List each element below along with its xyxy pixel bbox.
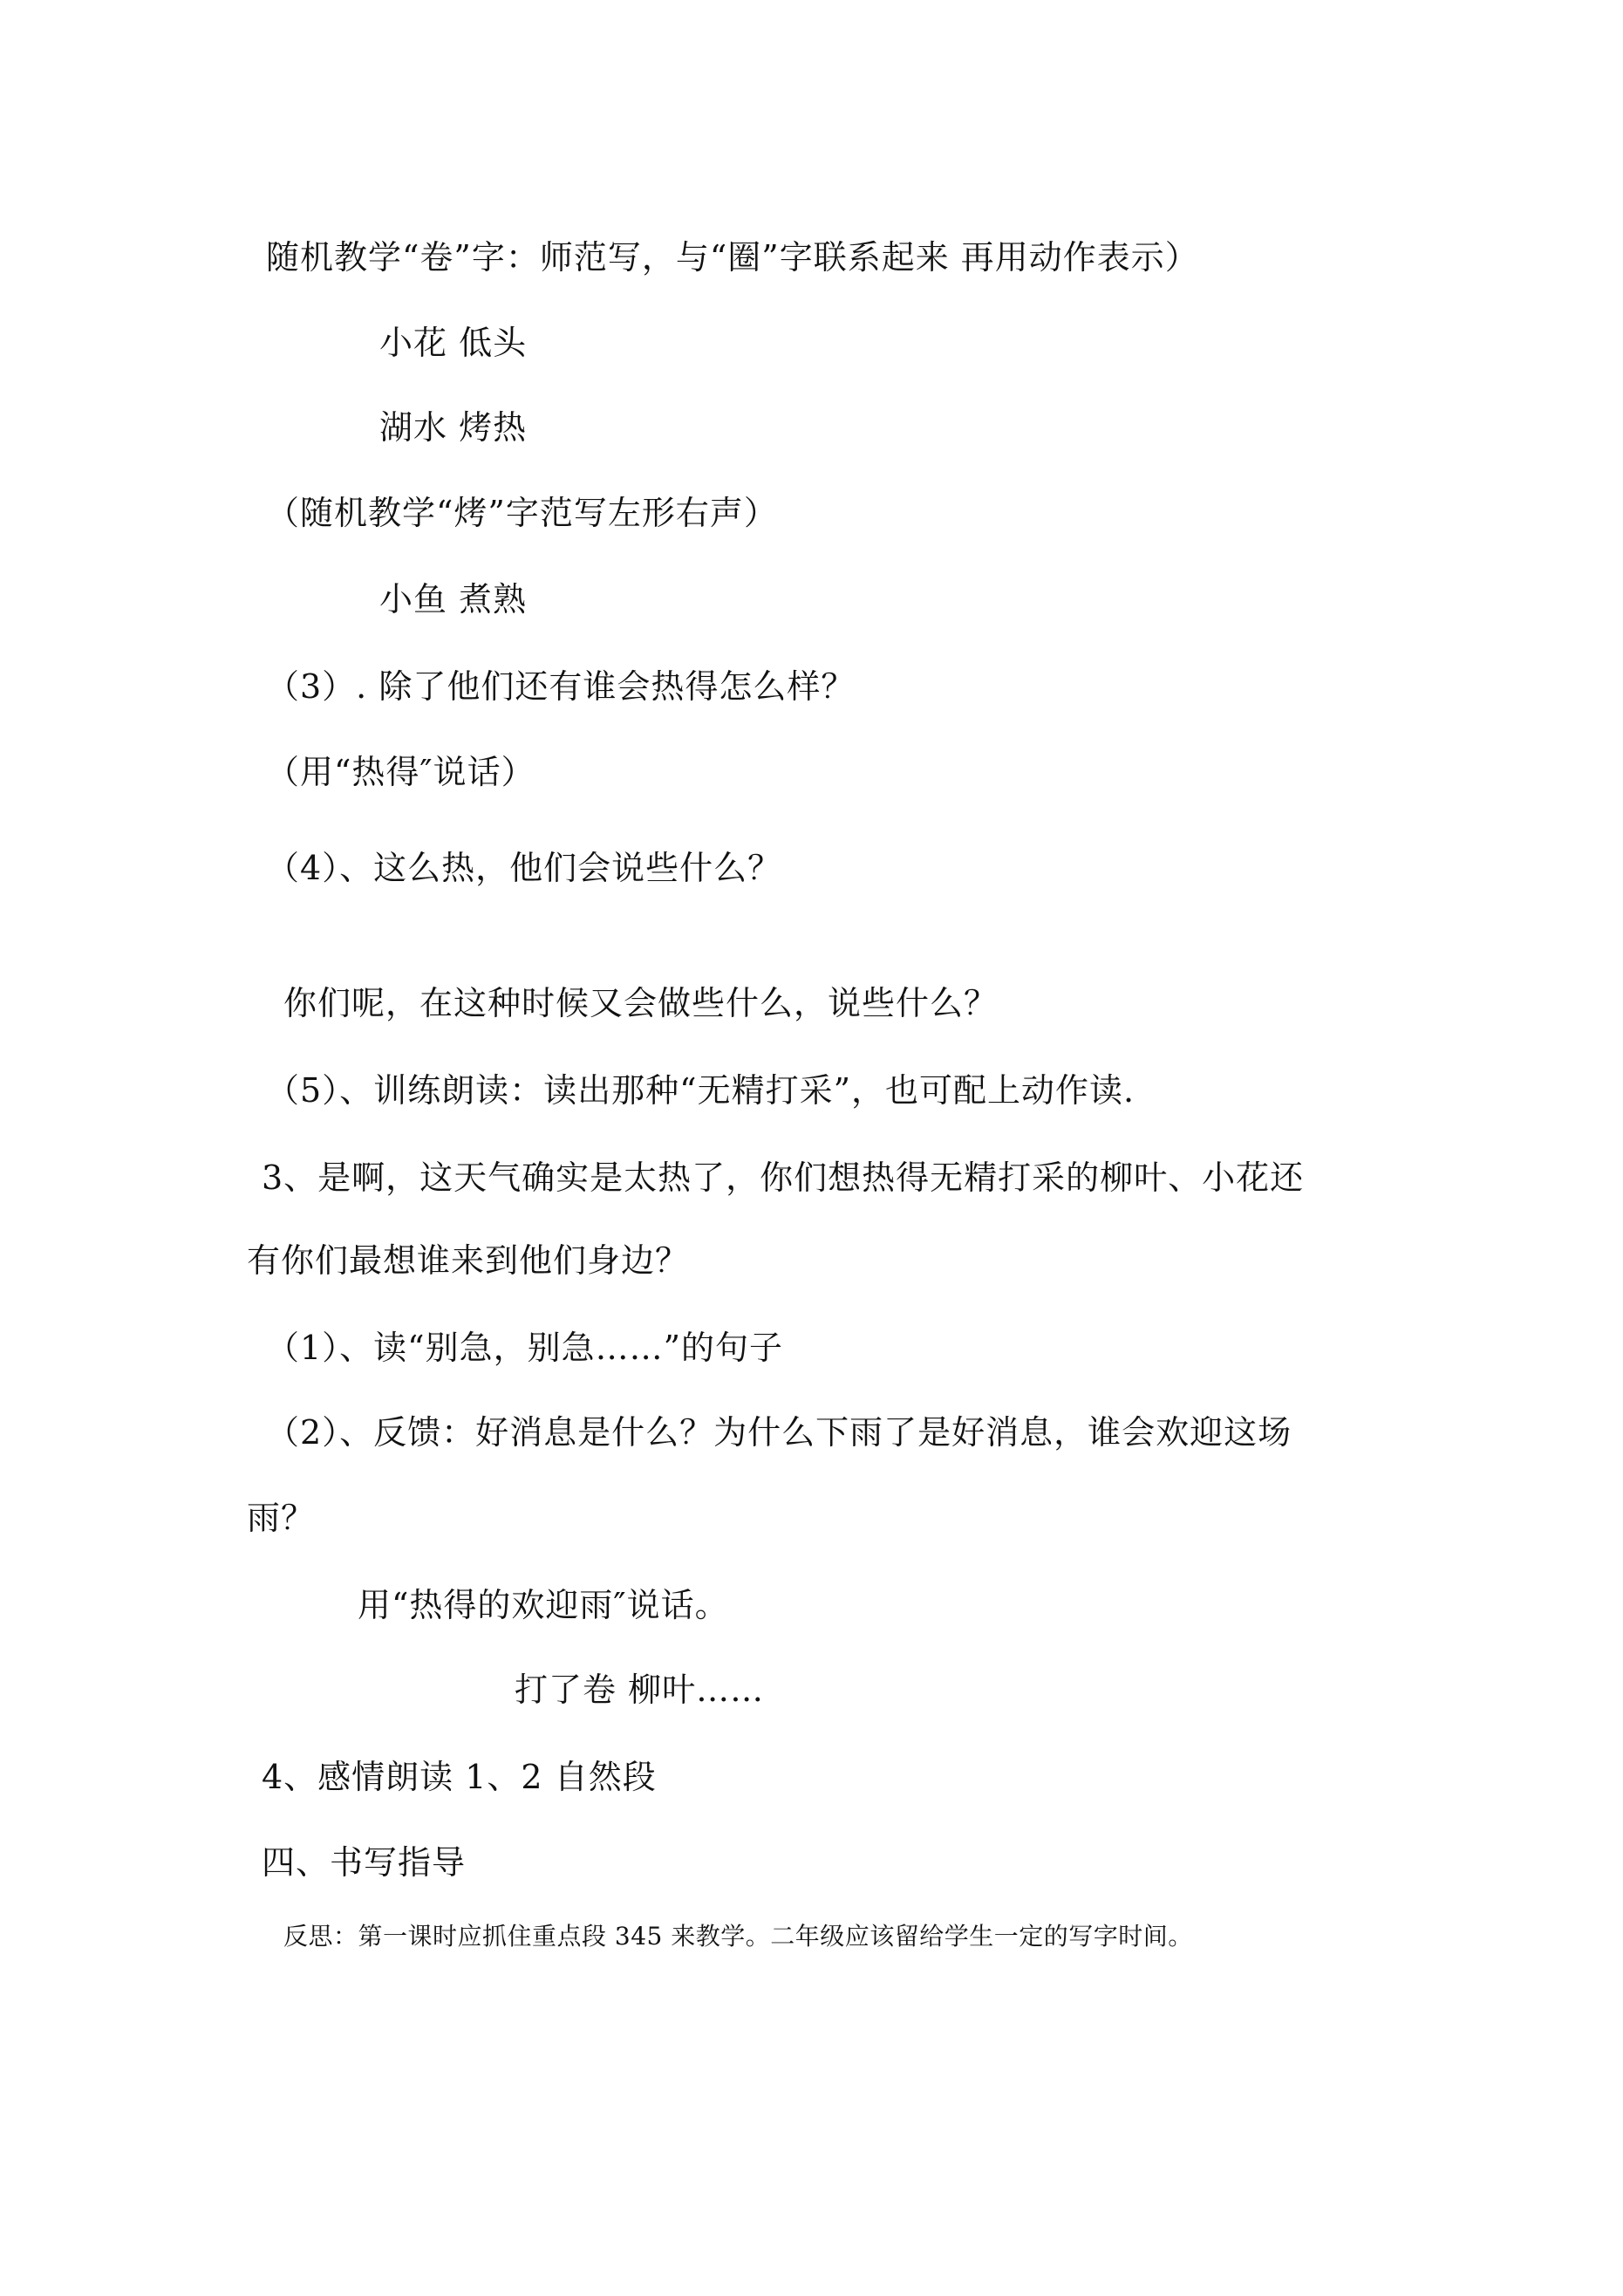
text-line-4: （随机教学“烤”字范写左形右声）: [266, 494, 778, 532]
text-line-19: 四、书写指导: [262, 1843, 467, 1882]
text-line-5: 小鱼 煮熟: [379, 580, 528, 618]
reflection-note: 反思：第一课时应抓住重点段 345 来教学。二年级应该留给学生一定的写字时间。: [283, 1922, 1193, 1951]
text-line-10: （5）、训练朗读：读出那种“无精打采”，也可配上动作读.: [266, 1071, 1135, 1110]
text-line-8: （4）、这么热，他们会说些什么？: [266, 849, 782, 887]
text-line-15: 雨？: [247, 1499, 316, 1537]
text-line-3: 湖水 烤热: [379, 408, 528, 447]
text-line-6: （3）. 除了他们还有谁会热得怎么样？: [266, 667, 856, 706]
text-line-7: （用“热得″说话）: [266, 753, 535, 791]
text-line-12: 有你们最想谁来到他们身边？: [247, 1241, 690, 1280]
text-line-17: 打了卷 柳叶……: [515, 1671, 765, 1709]
text-line-9: 你们呢，在这种时候又会做些什么，说些什么？: [283, 984, 999, 1022]
text-line-1: 随机教学“卷”字：师范写，与“圈”字联系起来 再用动作表示）: [266, 238, 1199, 277]
text-line-14: （2）、反馈：好消息是什么？为什么下雨了是好消息，谁会欢迎这场: [266, 1413, 1292, 1452]
text-line-16: 用“热得的欢迎雨″说话。: [358, 1586, 729, 1624]
text-line-2: 小花 低头: [379, 324, 528, 362]
text-line-18: 4、感情朗读 1、2 自然段: [262, 1758, 657, 1796]
text-line-13: （1）、读“别急，别急……”的句子: [266, 1329, 784, 1367]
text-line-11: 3、是啊，这天气确实是太热了，你们想热得无精打采的柳叶、小花还: [262, 1158, 1305, 1197]
